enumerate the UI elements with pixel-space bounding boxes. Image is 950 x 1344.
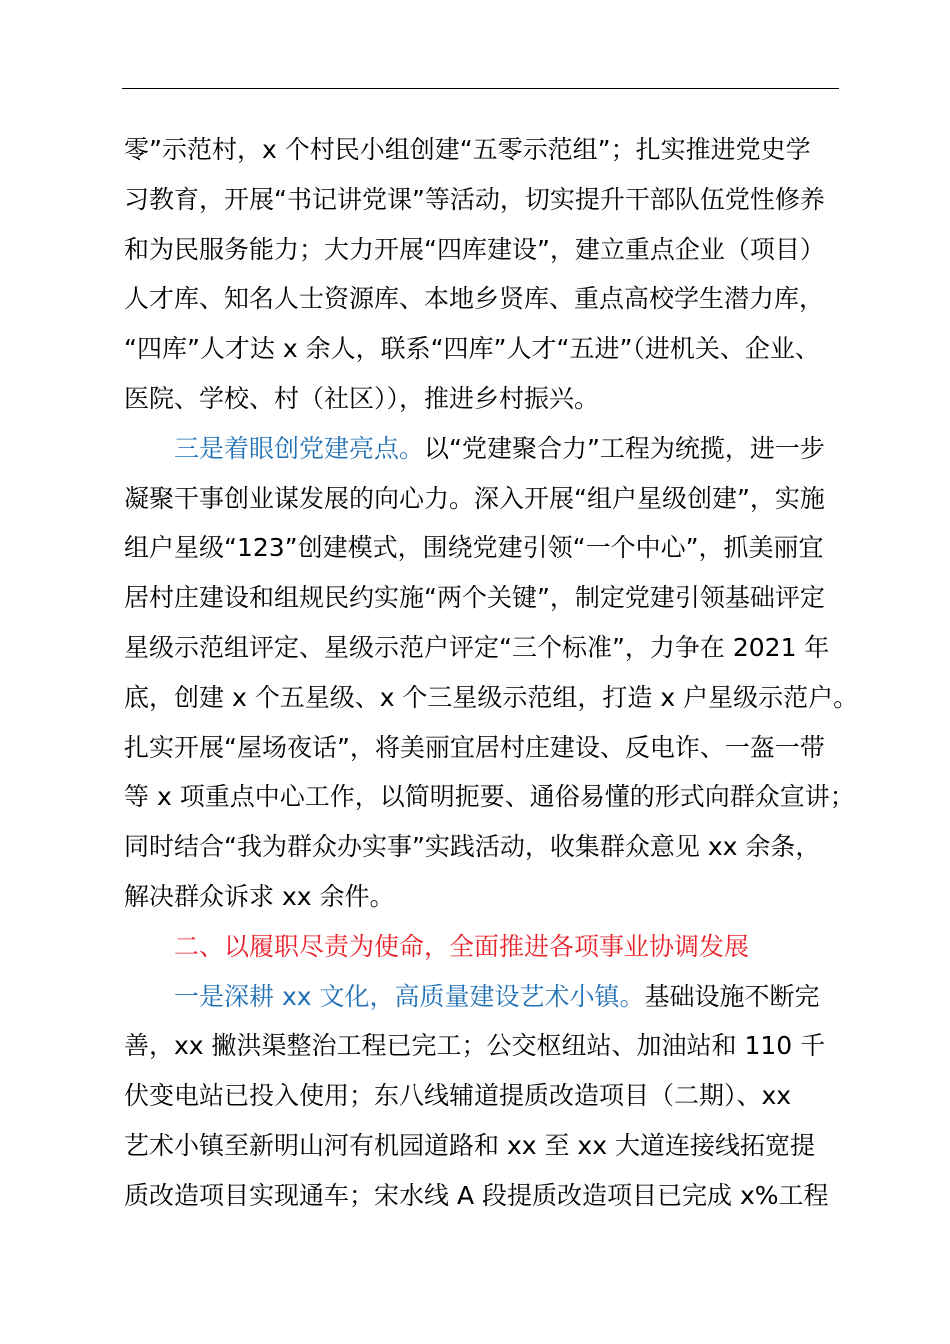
text-line xyxy=(124,424,844,474)
paragraph xyxy=(124,972,844,1221)
text-run: 以“党建聚合力”工程为统揽，进一步 xyxy=(424,433,825,463)
text-line: 质改造项目实现通车；宋水线 A 段提质改造项目已完成 x%工程 xyxy=(124,1180,829,1210)
text-line: 星级示范组评定、星级示范户评定“三个标准”，力争在 2021 年 xyxy=(124,632,830,662)
text-line: 医院、学校、村（社区）），推进乡村振兴。 xyxy=(124,383,600,413)
text-line: 善，xx 撇洪渠整治工程已完工；公交枢纽站、加油站和 110 千 xyxy=(124,1031,826,1061)
paragraph xyxy=(124,424,859,922)
text-line: 习教育，开展“书记讲党课”等活动，切实提升干部队伍党性修养 xyxy=(124,184,825,214)
text-line: 和为民服务能力；大力开展“四库建设”，建立重点企业（项目） xyxy=(124,234,825,264)
text-line: 扎实开展“屋场夜话”，将美丽宜居村庄建设、反电诈、一盔一带 xyxy=(124,732,825,762)
section-heading-block xyxy=(124,922,844,972)
text-line: 零”示范村，x 个村民小组创建“五零示范组”；扎实推进党史学 xyxy=(124,135,811,164)
document-body xyxy=(124,125,859,1221)
text-line: 等 x 项重点中心工作，以简明扼要、通俗易懂的形式向群众宣讲； xyxy=(124,782,855,812)
text-line: 底，创建 x 个五星级、x 个三星级示范组，打造 x 户星级示范户。 xyxy=(124,682,859,712)
text-line: 解决群众诉求 xx 余件。 xyxy=(124,881,395,911)
text-line: 居村庄建设和组规民约实施“两个关键”，制定党建引领基础评定 xyxy=(124,583,825,613)
text-line: 同时结合“我为群众办实事”实践活动，收集群众意见 xx 余条， xyxy=(124,832,821,862)
text-line: 艺术小镇至新明山河有机园道路和 xx 至 xx 大道连接线拓宽提 xyxy=(124,1130,815,1160)
section-heading: 二、以履职尽责为使命，全面推进各项事业协调发展 xyxy=(174,931,750,961)
subheading: 一是深耕 xx 文化，高质量建设艺术小镇。 xyxy=(174,981,645,1011)
text-line: 伏变电站已投入使用；东八线辅道提质改造项目（二期）、xx xyxy=(124,1081,792,1111)
header-rule xyxy=(122,88,839,89)
text-line: 凝聚干事创业谋发展的向心力。深入开展“组户星级创建”，实施 xyxy=(124,483,825,513)
text-line: “四库”人才达 x 余人，联系“四库”人才“五进”（进机关、企业、 xyxy=(124,334,820,364)
text-line: 人才库、知名人士资源库、本地乡贤库、重点高校学生潜力库， xyxy=(124,284,825,314)
paragraph xyxy=(124,125,844,424)
text-line xyxy=(124,972,844,1022)
text-line: 组户星级“123”创建模式，围绕党建引领“一个中心”，抓美丽宜 xyxy=(124,533,824,563)
text-run: 基础设施不断完 xyxy=(644,981,820,1011)
subheading: 三是着眼创党建亮点。 xyxy=(174,433,425,463)
